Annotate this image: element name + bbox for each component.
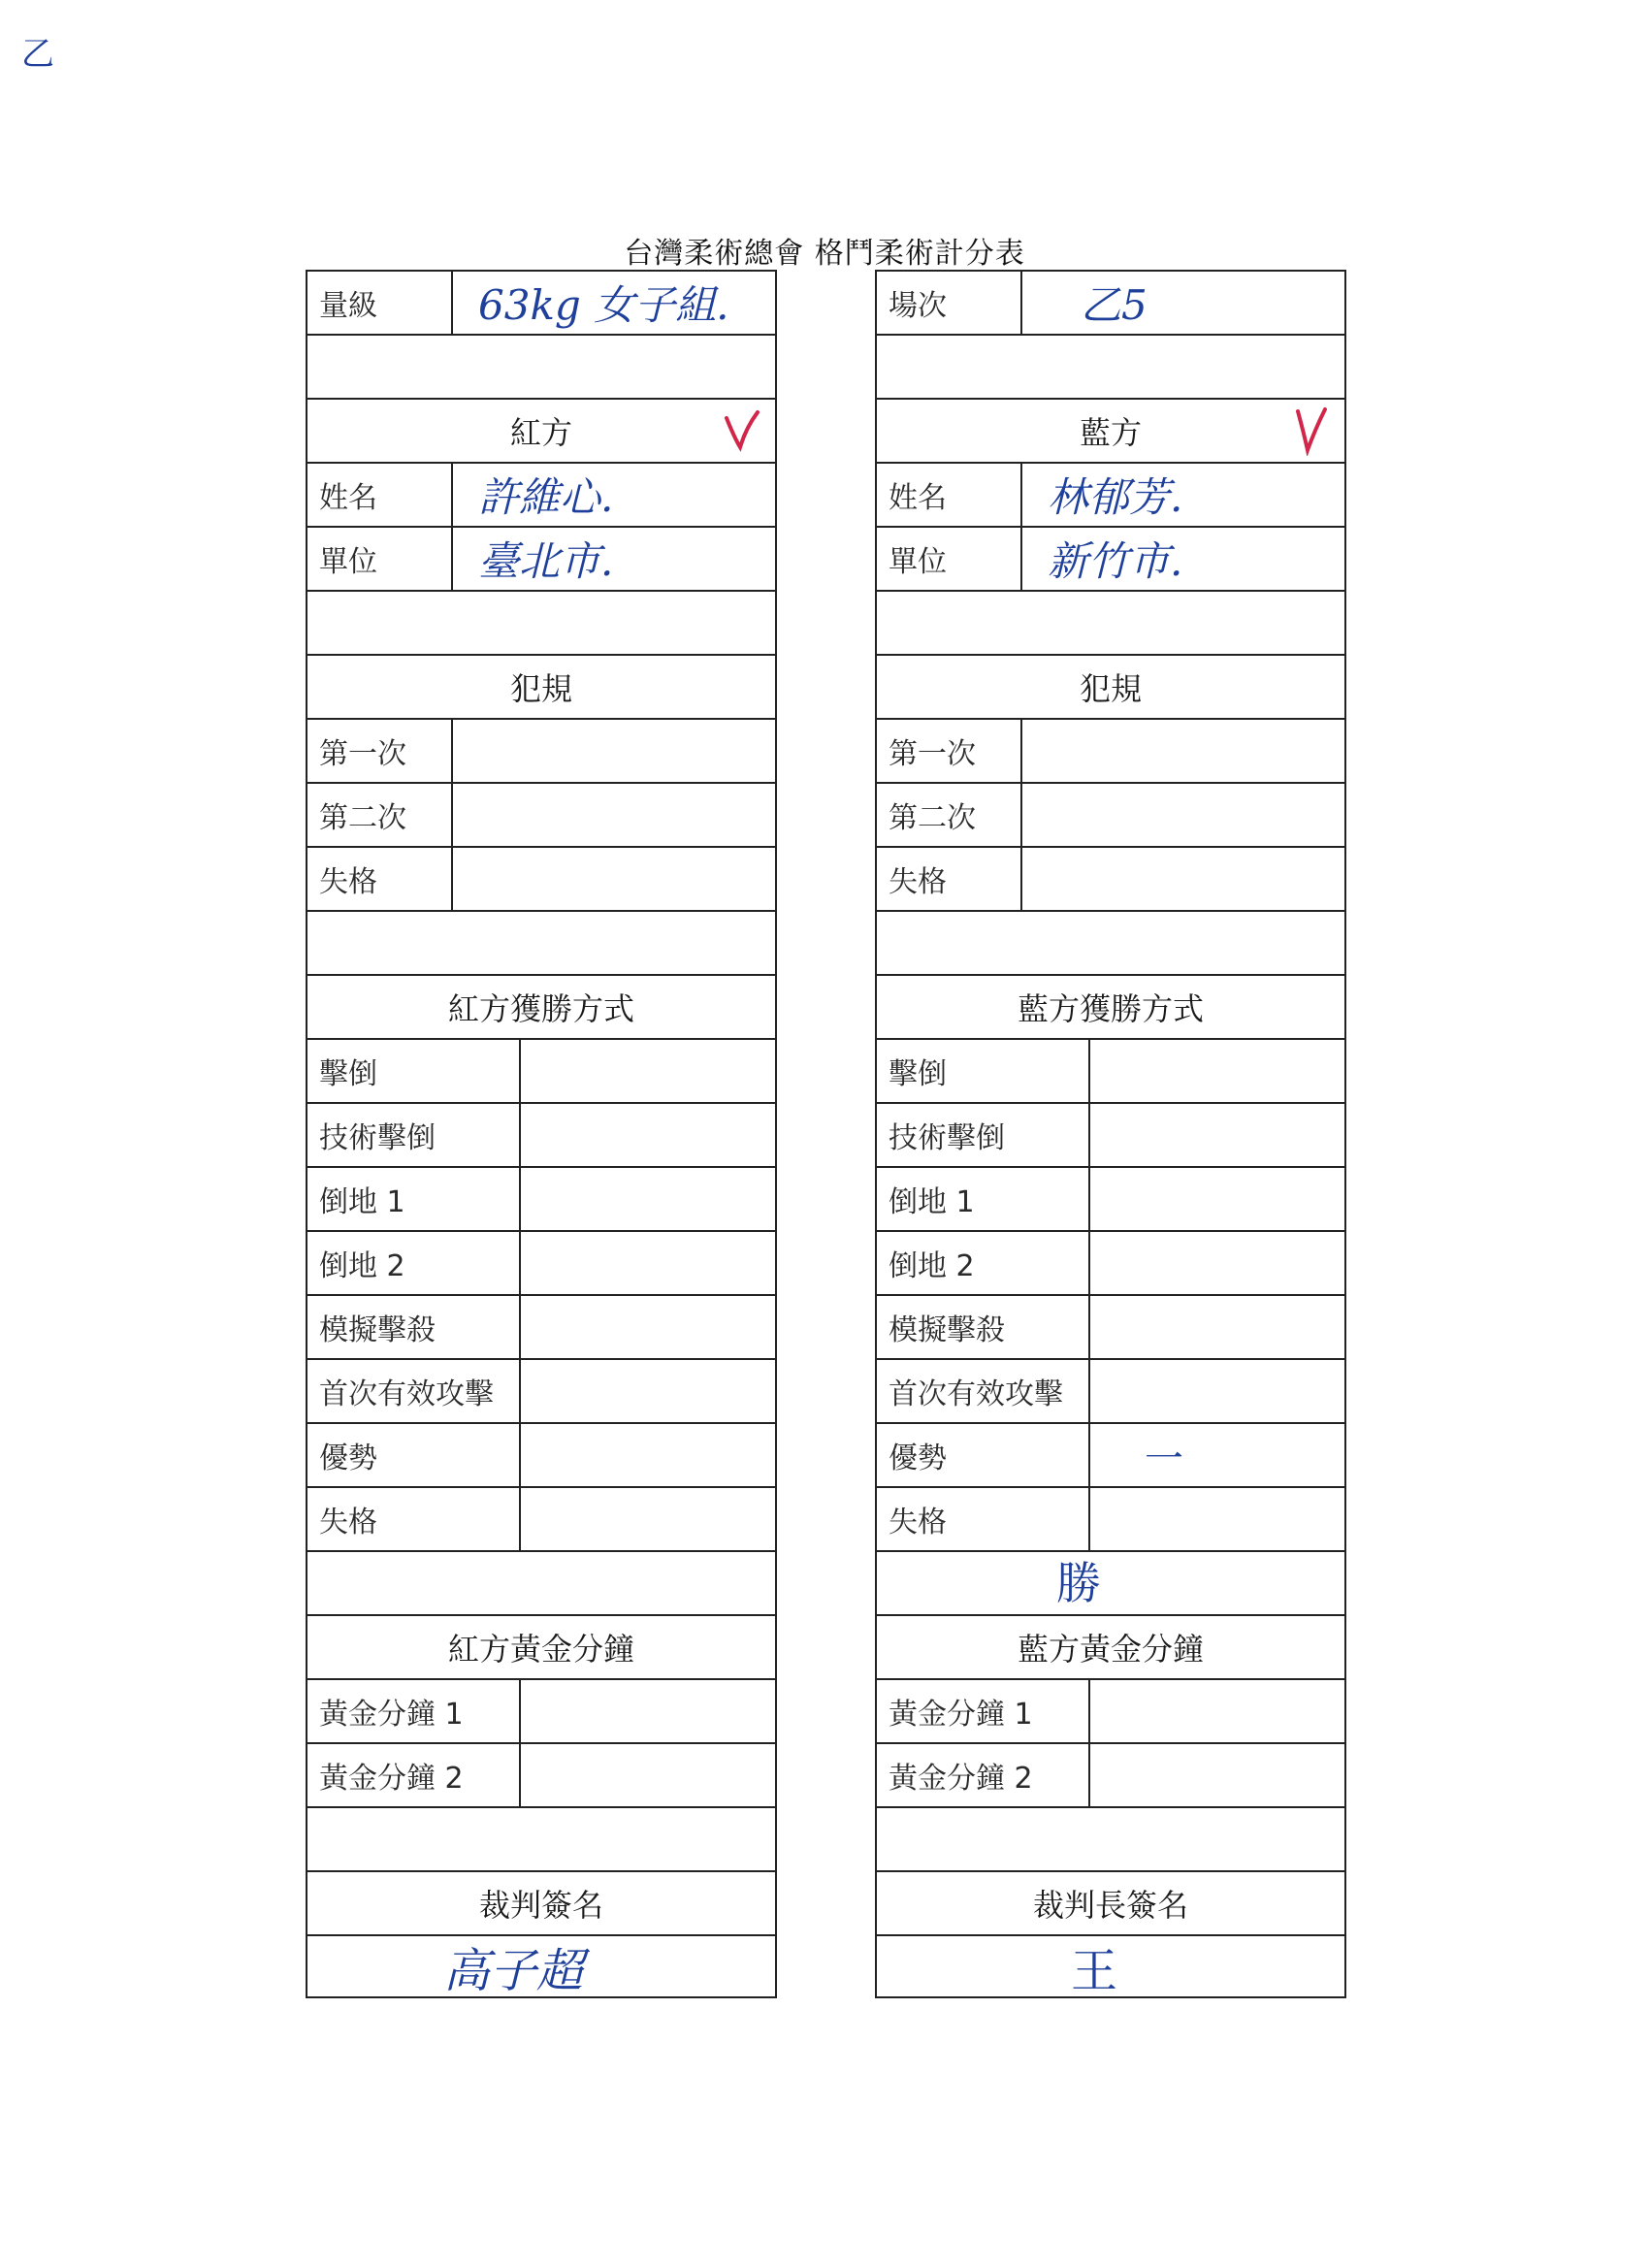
win-label: 倒地 2 bbox=[877, 1232, 1090, 1294]
golden-label: 黃金分鐘 2 bbox=[307, 1744, 521, 1806]
blue-win-row bbox=[875, 1038, 1346, 1102]
red-win-row bbox=[306, 1230, 777, 1294]
red-foul-row bbox=[306, 846, 777, 910]
win-label: 技術擊倒 bbox=[877, 1104, 1090, 1166]
win-label: 擊倒 bbox=[307, 1040, 521, 1102]
blue-win-row bbox=[875, 1486, 1346, 1550]
check-mark-icon bbox=[723, 400, 761, 462]
blue-corner-label: 藍方 bbox=[1079, 414, 1142, 451]
name-label: 姓名 bbox=[877, 464, 1022, 526]
blue-name-value[interactable]: 林郁芳. bbox=[1048, 473, 1183, 521]
red-foul-row bbox=[306, 718, 777, 782]
blue-foul-row bbox=[875, 718, 1346, 782]
form-title: 台灣柔術總會 格鬥柔術計分表 bbox=[624, 237, 1025, 271]
blue-unit-row bbox=[875, 526, 1346, 590]
red-unit-value[interactable]: 臺北市. bbox=[478, 537, 614, 585]
blue-match-row bbox=[875, 270, 1346, 334]
foul-label: 失格 bbox=[877, 848, 1022, 910]
blue-sign-row bbox=[875, 1934, 1346, 1998]
check-mark-icon bbox=[1292, 400, 1331, 462]
red-spacer-3 bbox=[306, 910, 777, 974]
red-win-row bbox=[306, 1486, 777, 1550]
win-mark: 勝 bbox=[1056, 1557, 1101, 1609]
blue-name-row bbox=[875, 462, 1346, 526]
red-spacer-4 bbox=[306, 1550, 777, 1614]
red-golden-header bbox=[306, 1614, 777, 1678]
match-value[interactable]: 乙5 bbox=[1081, 281, 1148, 329]
referee-signature[interactable]: 高子超 bbox=[443, 1943, 584, 1998]
chief-referee-signature[interactable]: 王 bbox=[1071, 1943, 1118, 1998]
red-win-row bbox=[306, 1038, 777, 1102]
red-sign-row bbox=[306, 1934, 777, 1998]
win-label: 倒地 1 bbox=[877, 1168, 1090, 1230]
win-label: 優勢 bbox=[877, 1424, 1090, 1486]
win-label: 倒地 1 bbox=[307, 1168, 521, 1230]
blue-corner-header bbox=[875, 398, 1346, 462]
blue-spacer-3 bbox=[875, 910, 1346, 974]
red-unit-row bbox=[306, 526, 777, 590]
blue-spacer-4 bbox=[875, 1550, 1346, 1614]
red-golden-row bbox=[306, 1742, 777, 1806]
golden-label: 黃金分鐘 2 bbox=[877, 1744, 1090, 1806]
red-spacer-2 bbox=[306, 590, 777, 654]
red-win-row bbox=[306, 1102, 777, 1166]
blue-unit-value[interactable]: 新竹市. bbox=[1048, 537, 1183, 585]
red-weight-row bbox=[306, 270, 777, 334]
foul-label: 第二次 bbox=[877, 784, 1022, 846]
foul-label: 第一次 bbox=[307, 720, 453, 782]
red-golden-row bbox=[306, 1678, 777, 1742]
red-spacer-1 bbox=[306, 334, 777, 398]
golden-label: 黃金分鐘 1 bbox=[307, 1680, 521, 1742]
blue-win-row bbox=[875, 1294, 1346, 1358]
blue-golden-row bbox=[875, 1678, 1346, 1742]
blue-column bbox=[875, 270, 1346, 1998]
red-column bbox=[306, 270, 777, 1998]
fouls-title: 犯規 bbox=[1079, 670, 1142, 707]
red-spacer-5 bbox=[306, 1806, 777, 1870]
red-corner-label: 紅方 bbox=[509, 414, 572, 451]
win-label: 技術擊倒 bbox=[307, 1104, 521, 1166]
blue-foul-row bbox=[875, 782, 1346, 846]
chief-referee-sign-title: 裁判長簽名 bbox=[1032, 1887, 1188, 1924]
foul-label: 第二次 bbox=[307, 784, 453, 846]
foul-label: 失格 bbox=[307, 848, 453, 910]
win-title: 紅方獲勝方式 bbox=[447, 990, 634, 1027]
referee-sign-title: 裁判簽名 bbox=[478, 1887, 603, 1924]
fouls-title: 犯規 bbox=[509, 670, 572, 707]
blue-win-header bbox=[875, 974, 1346, 1038]
advantage-value[interactable]: 一 bbox=[1145, 1436, 1183, 1481]
golden-title: 藍方黃金分鐘 bbox=[1017, 1631, 1204, 1668]
red-fouls-header bbox=[306, 654, 777, 718]
win-title: 藍方獲勝方式 bbox=[1017, 990, 1204, 1027]
blue-golden-header bbox=[875, 1614, 1346, 1678]
red-win-row bbox=[306, 1294, 777, 1358]
corner-mark: 乙 bbox=[21, 35, 54, 74]
win-label: 模擬擊殺 bbox=[877, 1296, 1090, 1358]
win-label: 失格 bbox=[307, 1488, 521, 1550]
weight-label: 量級 bbox=[307, 272, 453, 334]
win-label: 擊倒 bbox=[877, 1040, 1090, 1102]
red-win-row bbox=[306, 1358, 777, 1422]
blue-spacer-5 bbox=[875, 1806, 1346, 1870]
win-label: 失格 bbox=[877, 1488, 1090, 1550]
weight-value[interactable]: 63kg 女子組. bbox=[478, 281, 729, 329]
win-label: 首次有效攻擊 bbox=[877, 1360, 1090, 1422]
red-foul-row bbox=[306, 782, 777, 846]
foul-label: 第一次 bbox=[877, 720, 1022, 782]
blue-foul-row bbox=[875, 846, 1346, 910]
golden-label: 黃金分鐘 1 bbox=[877, 1680, 1090, 1742]
red-win-header bbox=[306, 974, 777, 1038]
golden-title: 紅方黃金分鐘 bbox=[447, 1631, 634, 1668]
blue-spacer-2 bbox=[875, 590, 1346, 654]
blue-win-row bbox=[875, 1230, 1346, 1294]
red-corner-header bbox=[306, 398, 777, 462]
blue-golden-row bbox=[875, 1742, 1346, 1806]
win-label: 首次有效攻擊 bbox=[307, 1360, 521, 1422]
match-label: 場次 bbox=[877, 272, 1022, 334]
unit-label: 單位 bbox=[307, 528, 453, 590]
red-name-row bbox=[306, 462, 777, 526]
red-win-row bbox=[306, 1422, 777, 1486]
red-win-row bbox=[306, 1166, 777, 1230]
unit-label: 單位 bbox=[877, 528, 1022, 590]
blue-fouls-header bbox=[875, 654, 1346, 718]
blue-win-row bbox=[875, 1166, 1346, 1230]
red-name-value[interactable]: 許維心. bbox=[478, 473, 614, 521]
red-sign-header bbox=[306, 1870, 777, 1934]
name-label: 姓名 bbox=[307, 464, 453, 526]
blue-spacer-1 bbox=[875, 334, 1346, 398]
win-label: 模擬擊殺 bbox=[307, 1296, 521, 1358]
blue-sign-header bbox=[875, 1870, 1346, 1934]
win-label: 倒地 2 bbox=[307, 1232, 521, 1294]
blue-win-row bbox=[875, 1422, 1346, 1486]
blue-win-row bbox=[875, 1358, 1346, 1422]
blue-win-row bbox=[875, 1102, 1346, 1166]
win-label: 優勢 bbox=[307, 1424, 521, 1486]
